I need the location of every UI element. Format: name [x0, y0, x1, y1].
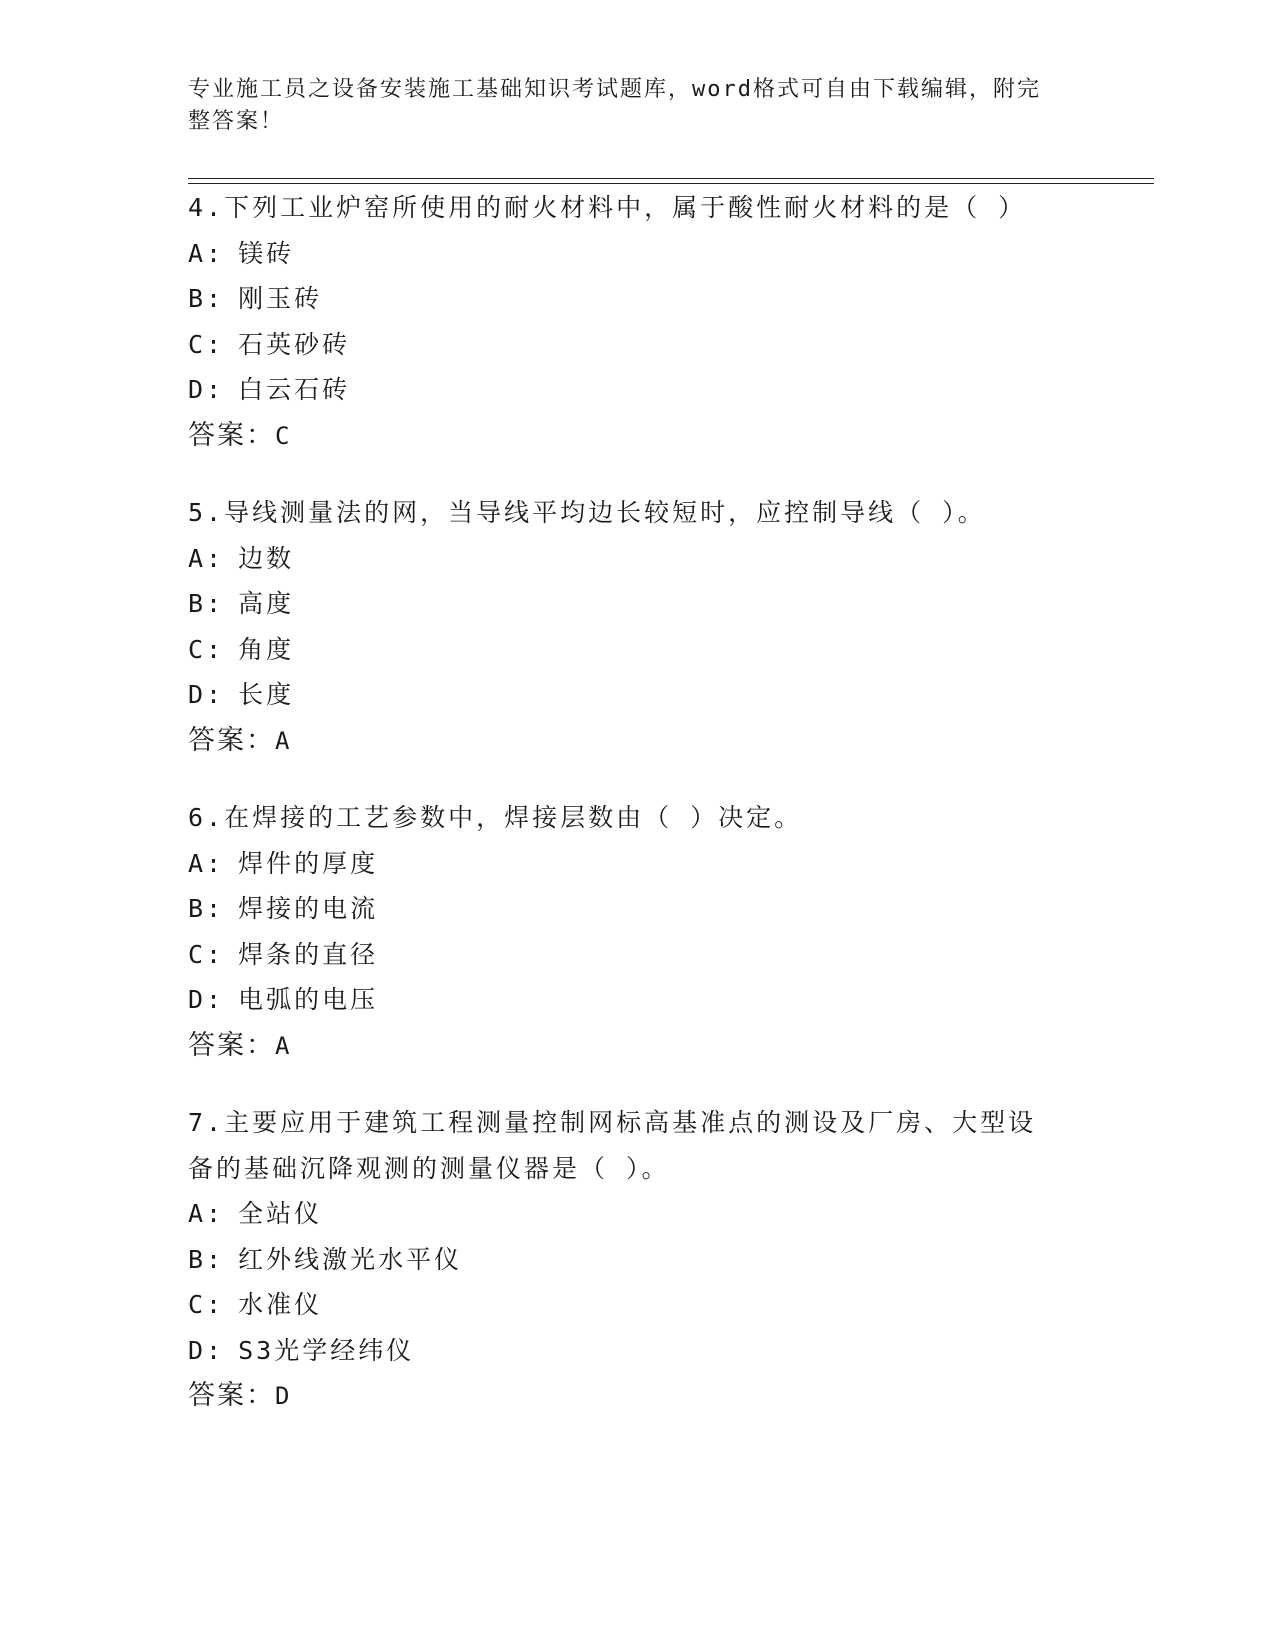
option-letter: D: — [188, 680, 225, 709]
option-b — [188, 276, 1088, 322]
answer-line — [188, 413, 1088, 459]
option-text: 镁砖 — [238, 238, 295, 268]
option-letter: C: — [188, 329, 225, 359]
answer-line — [188, 1373, 1088, 1419]
option-a — [188, 231, 1088, 277]
question-stem: 4.下列工业炉窑所使用的耐火材料中，属于酸性耐火材料的是（ ） — [188, 193, 1027, 222]
question-7 — [188, 1100, 1088, 1419]
option-c — [188, 627, 1088, 673]
header-divider-top — [188, 178, 1154, 179]
option-letter: C: — [188, 1290, 225, 1319]
question-stem: 6.在焊接的工艺参数中，焊接层数由（ ）决定。 — [188, 803, 803, 832]
option-b — [188, 581, 1088, 627]
option-a — [188, 1191, 1088, 1237]
option-text: 焊条的直径 — [238, 939, 379, 969]
option-text: 长度 — [238, 680, 295, 709]
answer-value: A — [275, 1031, 292, 1060]
answer-label: 答案： — [188, 1029, 275, 1061]
answer-value: D — [275, 1382, 292, 1410]
option-text: 焊接的电流 — [238, 894, 379, 923]
option-c — [188, 932, 1088, 978]
option-c — [188, 1282, 1088, 1328]
option-text: 角度 — [238, 634, 295, 664]
answer-label: 答案： — [188, 1380, 275, 1411]
answer-label: 答案： — [188, 724, 275, 756]
question-stem: 7.主要应用于建筑工程测量控制网标高基准点的测设及厂房、大型设 — [188, 1108, 1037, 1137]
header-line-2: 整答案！ — [188, 109, 285, 134]
answer-value: C — [275, 421, 292, 450]
option-text: 焊件的厚度 — [238, 848, 379, 878]
option-letter: B: — [188, 589, 225, 618]
option-letter: B: — [188, 284, 225, 313]
option-text: 红外线激光水平仪 — [238, 1244, 463, 1274]
option-text: 全站仪 — [238, 1199, 323, 1228]
option-letter: B: — [188, 894, 225, 923]
option-letter: D: — [188, 1335, 225, 1365]
option-text: S3光学经纬仪 — [238, 1335, 415, 1365]
question-4 — [188, 185, 1088, 458]
option-letter: C: — [188, 634, 225, 664]
option-letter: A: — [188, 848, 225, 878]
option-a — [188, 841, 1088, 887]
option-d — [188, 672, 1088, 718]
option-c — [188, 322, 1088, 368]
option-d — [188, 1328, 1088, 1374]
option-b — [188, 886, 1088, 932]
question-stem-continued: 备的基础沉降观测的测量仪器是（ ）。 — [188, 1153, 670, 1183]
option-letter: C: — [188, 939, 225, 969]
header-line-1: 专业施工员之设备安装施工基础知识考试题库，word格式可自由下载编辑，附完 — [188, 77, 1041, 102]
answer-value: A — [275, 726, 292, 755]
option-d — [188, 367, 1088, 413]
option-letter: A: — [188, 238, 225, 268]
option-text: 白云石砖 — [238, 375, 351, 404]
option-letter: B: — [188, 1244, 225, 1274]
option-letter: A: — [188, 543, 225, 573]
option-b — [188, 1237, 1088, 1283]
option-text: 石英砂砖 — [238, 329, 351, 359]
option-a — [188, 536, 1088, 582]
header-divider-bottom — [188, 183, 1154, 184]
answer-line — [188, 718, 1088, 764]
option-d — [188, 977, 1088, 1023]
answer-line — [188, 1023, 1088, 1069]
option-letter: A: — [188, 1199, 225, 1228]
option-text: 水准仪 — [238, 1290, 323, 1319]
question-5 — [188, 490, 1088, 763]
question-stem: 5.导线测量法的网，当导线平均边长较短时，应控制导线（ ）。 — [188, 498, 986, 527]
answer-label: 答案： — [188, 419, 275, 451]
document-header — [188, 74, 1088, 138]
option-text: 边数 — [238, 543, 295, 573]
option-letter: D: — [188, 985, 225, 1014]
question-6 — [188, 795, 1088, 1068]
option-text: 刚玉砖 — [238, 284, 323, 313]
option-text: 高度 — [238, 589, 295, 618]
option-text: 电弧的电压 — [238, 985, 379, 1014]
option-letter: D: — [188, 375, 225, 404]
